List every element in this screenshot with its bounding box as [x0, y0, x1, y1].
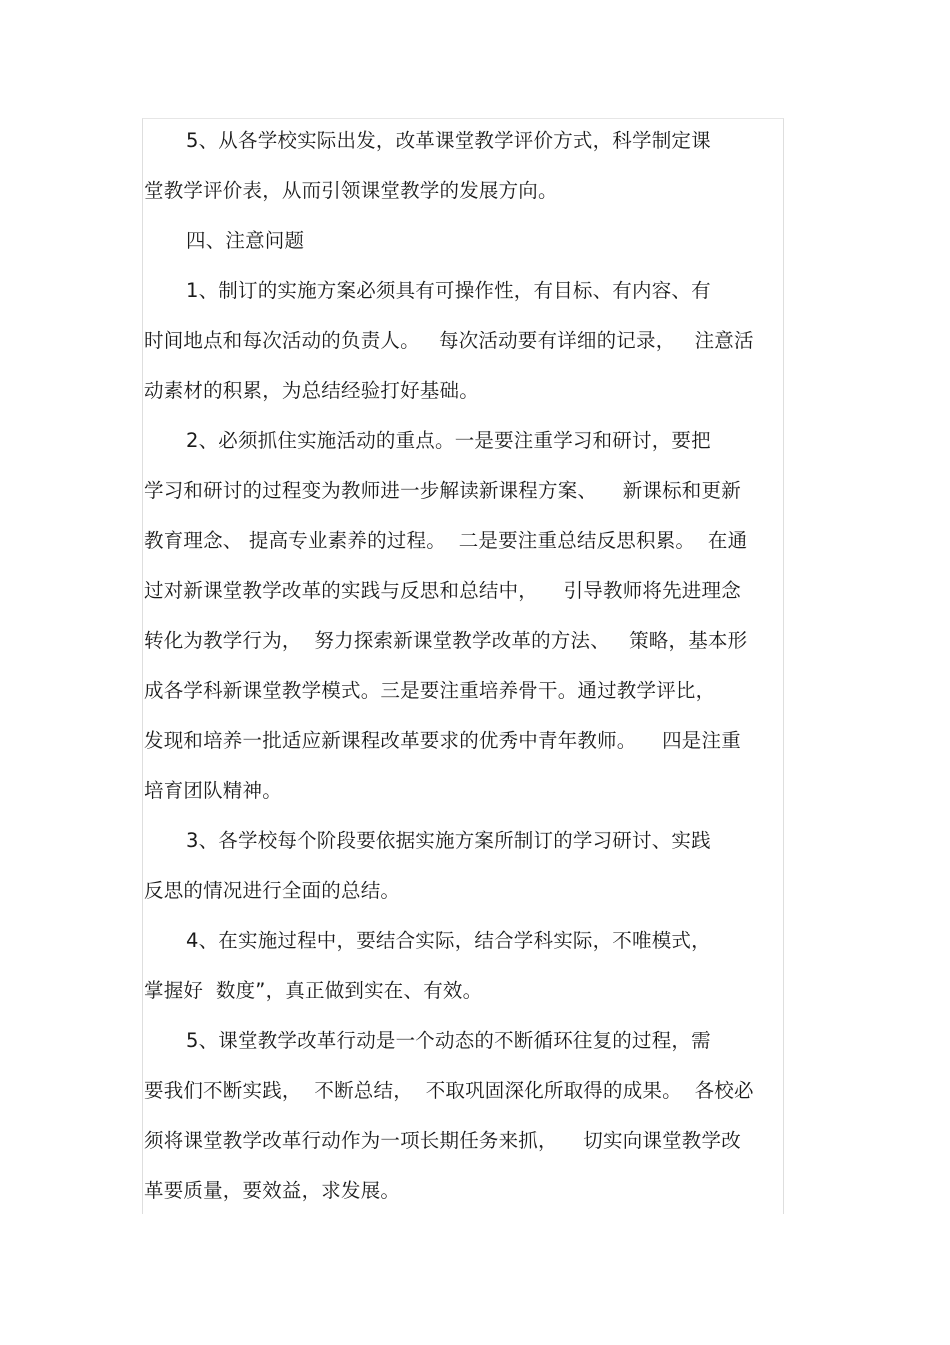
paragraph-line: 革要质量，要效益，求发展。	[144, 1179, 401, 1202]
paragraph-line: 2、必须抓住实施活动的重点。一是要注重学习和研讨，要把	[186, 429, 711, 452]
paragraph-line: 过对新课堂教学改革的实践与反思和总结中， 引导教师将先进理念	[144, 579, 741, 602]
paragraph-line: 转化为教学行为， 努力探索新课堂教学改革的方法、 策略，基本形	[144, 629, 748, 652]
paragraph-line: 1、制订的实施方案必须具有可操作性，有目标、有内容、有	[186, 279, 711, 302]
paragraph-line: 5、从各学校实际出发，改革课堂教学评价方式，科学制定课	[186, 129, 711, 152]
paragraph-line: 时间地点和每次活动的负责人。 每次活动要有详细的记录， 注意活	[144, 329, 754, 352]
paragraph-line: 5、课堂教学改革行动是一个动态的不断循环往复的过程，需	[186, 1029, 711, 1052]
paragraph-line: 须将课堂教学改革行动作为一项长期任务来抓， 切实向课堂教学改	[144, 1129, 741, 1152]
paragraph-line: 3、各学校每个阶段要依据实施方案所制订的学习研讨、实践	[186, 829, 711, 852]
paragraph-line: 4、在实施过程中，要结合实际，结合学科实际，不唯模式，	[186, 929, 711, 952]
paragraph-line: 发现和培养一批适应新课程改革要求的优秀中青年教师。 四是注重	[144, 729, 741, 752]
paragraph-line: 成各学科新课堂教学模式。三是要注重培养骨干。通过教学评比，	[144, 679, 716, 702]
paragraph-line: 反思的情况进行全面的总结。	[144, 879, 401, 902]
section-heading: 四、注意问题	[186, 229, 305, 252]
paragraph-line: 动素材的积累，为总结经验打好基础。	[144, 379, 479, 402]
paragraph-line: 培育团队精神。	[144, 779, 282, 802]
paragraph-line: 要我们不断实践， 不断总结， 不取巩固深化所取得的成果。 各校必	[144, 1079, 754, 1102]
paragraph-line: 教育理念、 提高专业素养的过程。 二是要注重总结反思积累。 在通	[144, 529, 748, 552]
paragraph-line: 堂教学评价表，从而引领课堂教学的发展方向。	[144, 179, 558, 202]
paragraph-line: 掌握好 数度”，真正做到实在、有效。	[144, 979, 483, 1002]
paragraph-line: 学习和研讨的过程变为教师进一步解读新课程方案、 新课标和更新	[144, 479, 741, 502]
